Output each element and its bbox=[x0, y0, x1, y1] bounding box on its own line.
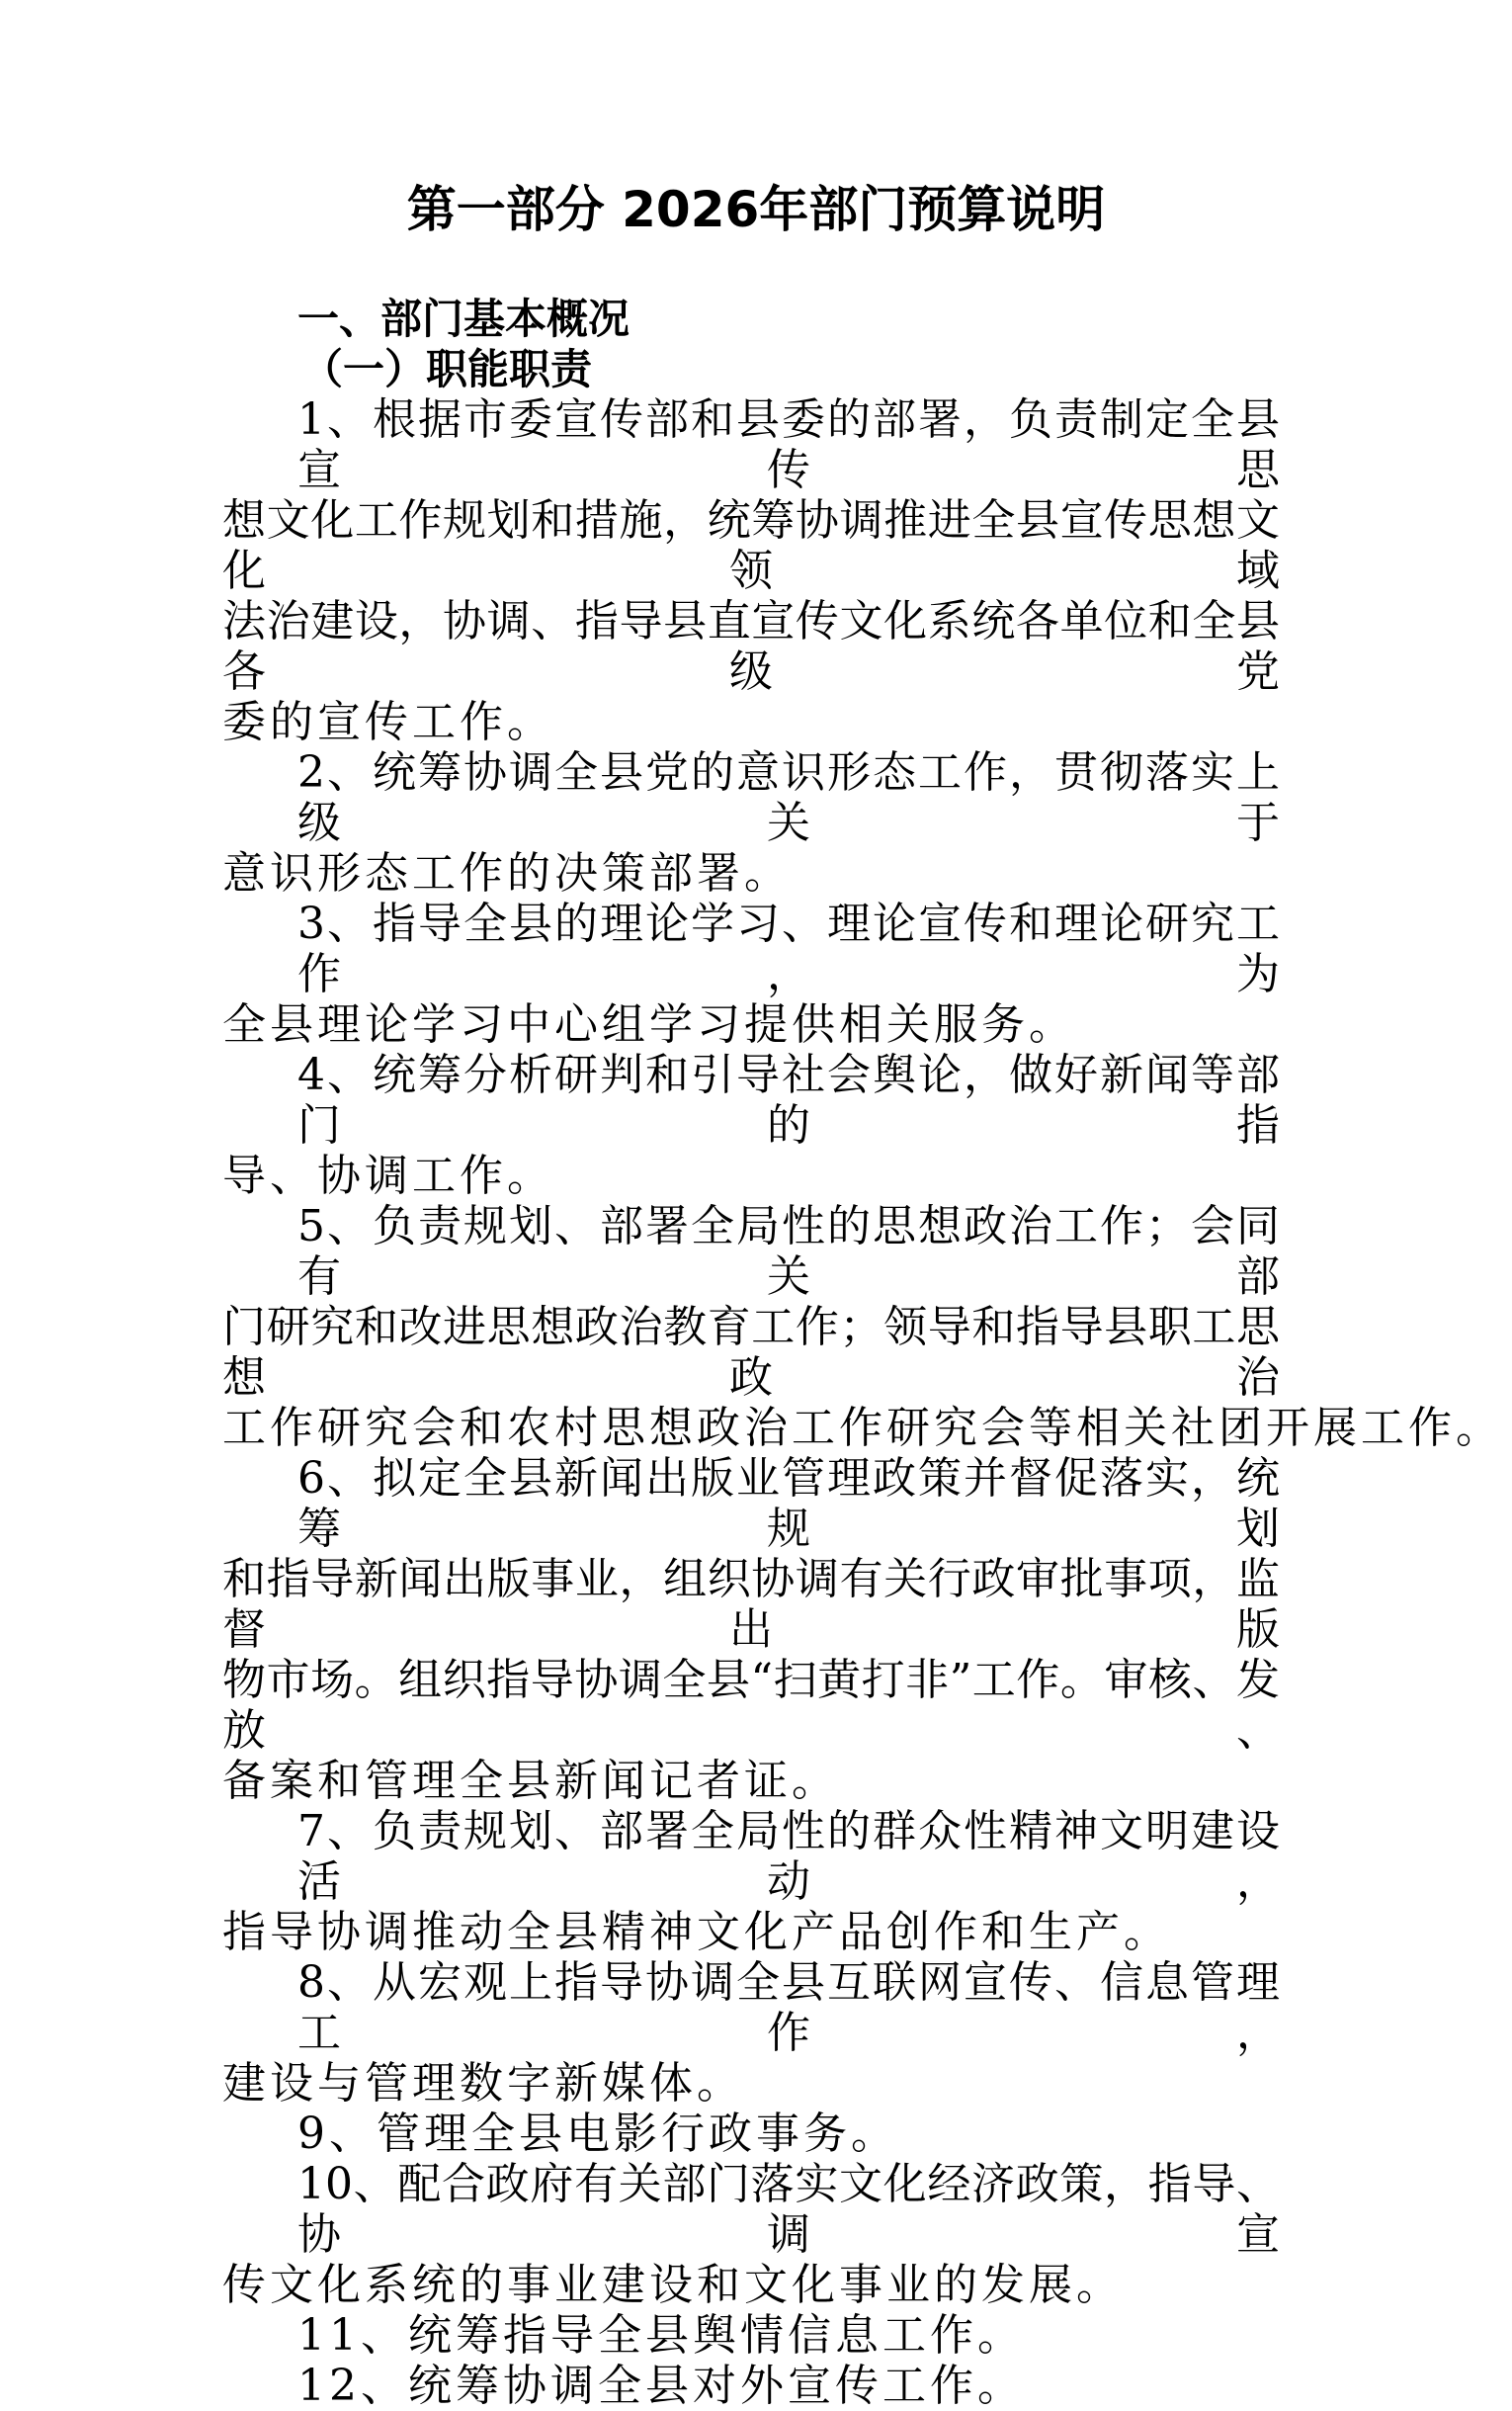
paragraph-line: 法治建设，协调、指导县直宣传文化系统各单位和全县各级党 bbox=[222, 596, 1280, 697]
paragraph-line: 工作研究会和农村思想政治工作研究会等相关社团开展工作。 bbox=[222, 1403, 1503, 1453]
paragraph-line: 意识形态工作的决策部署。 bbox=[222, 848, 792, 899]
duty-paragraph bbox=[222, 2109, 1280, 2159]
paragraph-line: 全县理论学习中心组学习提供相关服务。 bbox=[222, 999, 1076, 1050]
duty-paragraph bbox=[222, 2310, 1280, 2361]
duty-paragraph bbox=[222, 394, 1280, 747]
paragraph-line: 备案和管理全县新闻记者证。 bbox=[222, 1756, 839, 1806]
paragraph-line: 11、统筹指导全县舆情信息工作。 bbox=[297, 2310, 1025, 2361]
paragraph-line: 导、协调工作。 bbox=[222, 1151, 554, 1201]
paragraph-line: 想文化工作规划和措施，统筹协调推进全县宣传思想文化领域 bbox=[222, 495, 1280, 596]
duty-paragraph bbox=[222, 2361, 1280, 2411]
duty-paragraph bbox=[222, 1957, 1280, 2109]
subsection-heading: （一）职能职责 bbox=[301, 345, 593, 393]
duty-paragraph bbox=[222, 899, 1280, 1050]
paragraph-line: 建设与管理数字新媒体。 bbox=[222, 2058, 744, 2109]
paragraph-line: 1、根据市委宣传部和县委的部署，负责制定全县宣传思 bbox=[297, 394, 1280, 495]
section-heading: 一、部门基本概况 bbox=[297, 295, 630, 343]
paragraph-line: 4、统筹分析研判和引导社会舆论，做好新闻等部门的指 bbox=[297, 1050, 1280, 1151]
paragraph-line: 指导协调推动全县精神文化产品创作和生产。 bbox=[222, 1907, 1171, 1957]
duty-paragraph bbox=[222, 1453, 1280, 1806]
duty-paragraph bbox=[222, 1201, 1503, 1453]
paragraph-line: 8、从宏观上指导协调全县互联网宣传、信息管理工作， bbox=[297, 1957, 1280, 2058]
paragraph-line: 3、指导全县的理论学习、理论宣传和理论研究工作，为 bbox=[297, 899, 1280, 999]
duty-paragraph bbox=[222, 1806, 1280, 1957]
paragraph-line: 6、拟定全县新闻出版业管理政策并督促落实，统筹规划 bbox=[297, 1453, 1280, 1554]
paragraph-line: 门研究和改进思想政治教育工作；领导和指导县职工思想政治 bbox=[222, 1302, 1280, 1403]
paragraph-line: 和指导新闻出版事业，组织协调有关行政审批事项，监督出版 bbox=[222, 1554, 1280, 1655]
paragraph-line: 物市场。组织指导协调全县“扫黄打非”工作。审核、发放、 bbox=[222, 1655, 1280, 1756]
duty-paragraph bbox=[222, 2159, 1280, 2310]
paragraph-line: 12、统筹协调全县对外宣传工作。 bbox=[297, 2361, 1025, 2411]
paragraph-line: 10、配合政府有关部门落实文化经济政策，指导、协调宣 bbox=[297, 2159, 1280, 2260]
paragraph-line: 2、统筹协调全县党的意识形态工作，贯彻落实上级关于 bbox=[297, 747, 1280, 848]
duties-list bbox=[222, 394, 1503, 2411]
duty-paragraph bbox=[222, 1050, 1280, 1201]
page-title: 第一部分 2026年部门预算说明 bbox=[406, 181, 1106, 238]
paragraph-line: 9、管理全县电影行政事务。 bbox=[297, 2109, 898, 2159]
paragraph-line: 传文化系统的事业建设和文化事业的发展。 bbox=[222, 2260, 1124, 2310]
document-body bbox=[222, 294, 1503, 2411]
paragraph-line: 5、负责规划、部署全局性的思想政治工作；会同有关部 bbox=[297, 1201, 1280, 1302]
paragraph-line: 委的宣传工作。 bbox=[222, 697, 554, 747]
paragraph-line: 7、负责规划、部署全局性的群众性精神文明建设活动， bbox=[297, 1806, 1280, 1907]
duty-paragraph bbox=[222, 747, 1280, 899]
